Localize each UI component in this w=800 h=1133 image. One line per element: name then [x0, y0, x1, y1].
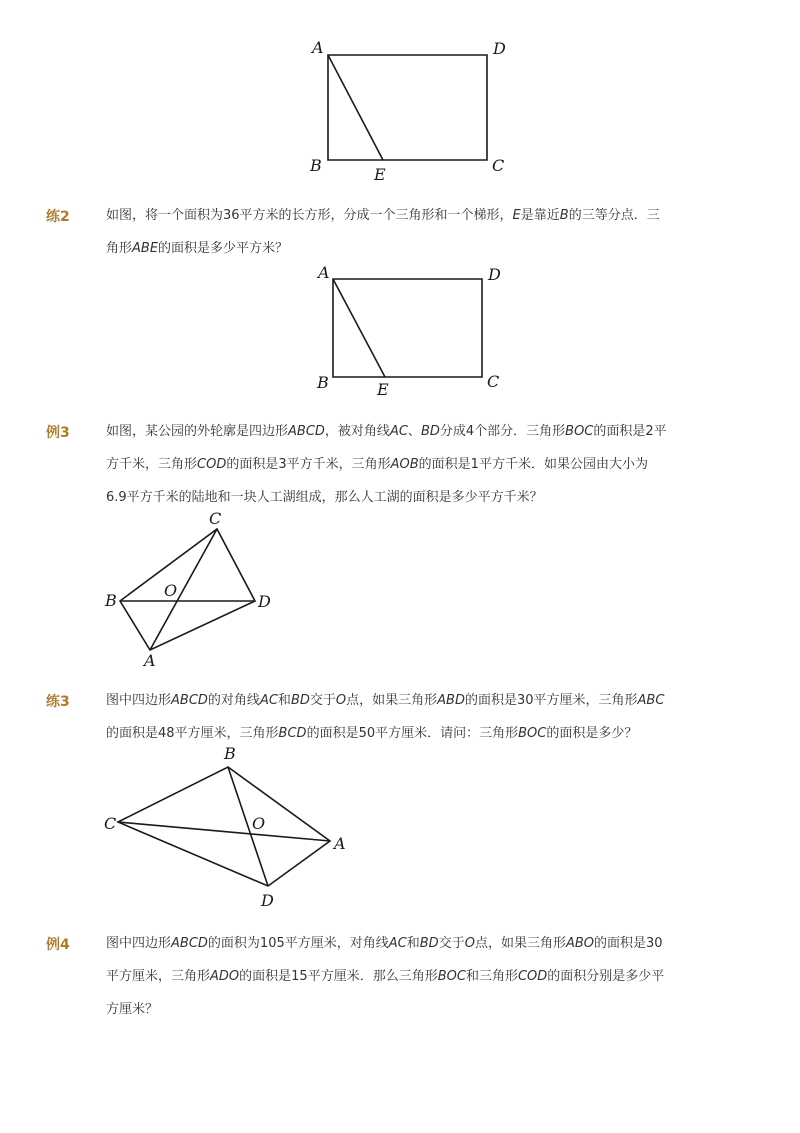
text-line: [106, 960, 718, 993]
variable: ABO: [565, 936, 594, 951]
artificial-lake: [163, 602, 216, 629]
text-run: 分成4个部分．三角形: [439, 424, 566, 439]
rectangle-abcd: [333, 279, 482, 377]
problem-tag-li3: 例3: [46, 425, 70, 441]
text-run: 的面积为105平方厘米，对角线: [207, 936, 389, 951]
variable: AC: [259, 693, 278, 708]
text-run: 6.9平方千米的陆地和一块人工湖组成，那么人工湖的面积是多少平方千米？: [106, 490, 543, 505]
text-run: 点，如果三角形: [474, 936, 566, 951]
quadrilateral-abcd: [118, 767, 330, 886]
text-line: [106, 415, 718, 448]
label-b: B: [317, 373, 329, 392]
text-run: 的面积是1平方千米．如果公园由大小为: [418, 457, 648, 472]
text-run: 如图，某公园的外轮廓是四边形: [106, 424, 289, 439]
variable: BOC: [518, 726, 547, 741]
variable: ABCD: [171, 693, 208, 708]
label-c: C: [209, 509, 222, 528]
quadrilateral-abcd: [120, 529, 255, 650]
label-a: A: [318, 263, 330, 282]
variable: BOC: [565, 424, 594, 439]
text-run: 的面积是15平方厘米．那么三角形: [239, 969, 438, 984]
problem-tag-lian3: 练3: [46, 694, 70, 710]
label-c: C: [104, 814, 117, 833]
problem-tag-li4: 例4: [46, 937, 70, 953]
label-a: A: [334, 834, 346, 853]
variable: AC: [388, 936, 407, 951]
label-c: C: [487, 372, 500, 391]
text-run: 方千米，三角形: [106, 457, 198, 472]
text-run: 角形: [106, 241, 133, 256]
variable: ABCD: [288, 424, 325, 439]
text-run: 的面积是多少平方米？: [158, 241, 289, 256]
problem-text-li3: [106, 415, 718, 514]
problem-tag-lian2: 练2: [46, 209, 70, 225]
variable: BD: [419, 936, 439, 951]
label-b: B: [310, 156, 322, 175]
text-run: 方厘米？: [106, 1002, 159, 1017]
label-a: A: [312, 38, 324, 57]
segment-ae: [333, 279, 385, 377]
rectangle-abcd: [328, 55, 487, 160]
text-run: 如图，将一个面积为36平方米的长方形，分成一个三角形和一个梯形，: [106, 208, 513, 223]
variable: COD: [197, 457, 227, 472]
text-run: 、: [407, 424, 421, 439]
text-run: 平方厘米，三角形: [106, 969, 211, 984]
text-run: 的对角线: [207, 693, 260, 708]
text-run: 的面积是48平方厘米，三角形: [106, 726, 279, 741]
text-run: 的面积分别是多少平: [547, 969, 665, 984]
label-d: D: [488, 265, 501, 284]
label-e: E: [374, 165, 386, 184]
text-line: [106, 448, 718, 481]
label-a: A: [144, 651, 156, 670]
text-run: 的三等分点．三: [568, 208, 660, 223]
label-b: B: [105, 591, 117, 610]
variable: B: [559, 208, 569, 223]
label-d: D: [258, 592, 271, 611]
variable: ABC: [637, 693, 665, 708]
label-o: O: [164, 581, 178, 600]
variable: COD: [517, 969, 548, 984]
segment-ae: [328, 55, 383, 160]
text-run: 是靠近: [520, 208, 560, 223]
figure-park-quadrilateral: [100, 505, 290, 675]
text-run: 点，如果三角形: [346, 693, 438, 708]
diagonal-ac: [150, 529, 217, 650]
variable: BCD: [278, 726, 307, 741]
variable: ABCD: [171, 936, 208, 951]
text-run: 和: [406, 936, 420, 951]
label-c: C: [492, 156, 505, 175]
variable: AOB: [390, 457, 419, 472]
text-line: [106, 199, 718, 232]
variable: BOC: [437, 969, 466, 984]
variable: E: [512, 208, 521, 223]
variable: O: [335, 693, 347, 708]
text-line: [106, 684, 718, 717]
text-run: ，被对角线: [324, 424, 390, 439]
label-d: D: [493, 39, 506, 58]
text-run: 的面积是30: [594, 936, 663, 951]
label-e: E: [377, 380, 389, 399]
variable: ABD: [437, 693, 465, 708]
text-run: 的面积是2平: [593, 424, 667, 439]
variable: BD: [420, 424, 440, 439]
problem-text-li4: [106, 927, 718, 1026]
label-o: O: [252, 814, 266, 833]
text-run: 交于: [309, 693, 336, 708]
variable: BD: [290, 693, 310, 708]
variable: ADO: [210, 969, 240, 984]
variable: AC: [389, 424, 408, 439]
text-run: 图中四边形: [106, 693, 172, 708]
text-run: 的面积是3平方千米，三角形: [226, 457, 391, 472]
label-d: D: [261, 891, 274, 910]
text-run: 的面积是多少？: [546, 726, 638, 741]
figure-rectangle-1: [300, 30, 530, 190]
text-line: [106, 993, 718, 1026]
variable: ABE: [132, 241, 159, 256]
figure-quadrilateral-4: [100, 740, 360, 915]
text-run: 的面积是50平方厘米．请问：三角形: [306, 726, 519, 741]
text-run: 的面积是30平方厘米，三角形: [464, 693, 638, 708]
variable: O: [464, 936, 475, 951]
text-run: 和三角形: [465, 969, 518, 984]
label-b: B: [224, 744, 236, 763]
text-run: 图中四边形: [106, 936, 172, 951]
text-line: [106, 927, 718, 960]
text-run: 交于: [438, 936, 465, 951]
diagonal-ca: [118, 822, 330, 841]
text-run: 和: [277, 693, 291, 708]
figure-rectangle-2: [305, 255, 535, 405]
